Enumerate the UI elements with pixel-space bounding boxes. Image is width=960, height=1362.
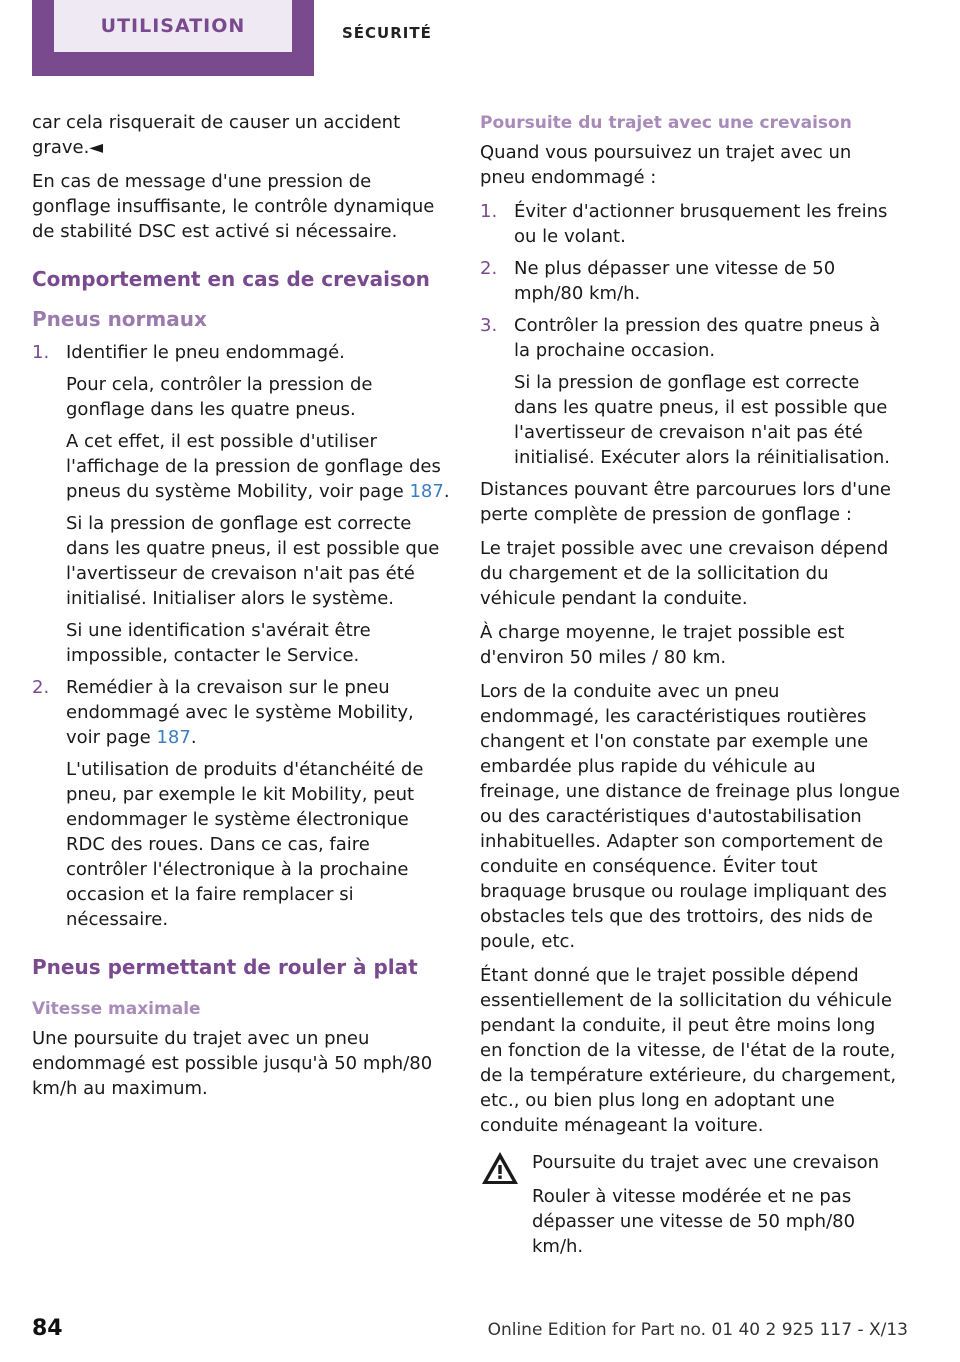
warning-title: Poursuite du trajet avec une crevaison [532, 1152, 880, 1173]
list-text-inline: A cet effet, il est possible d'utiliser l'affichage de la pression de gonflage des pneus du système Mobility, voir page [66, 431, 441, 502]
list-number: 2. [480, 258, 498, 279]
list-text: A cet effet, il est possible d'utiliser l'affichage de la pression de gonflage des pneus du système Mobility, voir page 187. [66, 431, 450, 502]
list-item [480, 199, 900, 249]
page-link[interactable]: 187 [409, 481, 444, 502]
minor-heading: Vitesse maximale [32, 999, 201, 1019]
right-column [480, 110, 900, 1268]
minor-heading: Poursuite du trajet avec une crevaison [480, 113, 852, 133]
numbered-list [32, 340, 452, 932]
section-heading: Comportement en cas de crevaison [32, 267, 430, 291]
paragraph: car cela risquerait de causer un accident grave.◄ [32, 112, 401, 158]
list-text: Si la pression de gonflage est correcte dans les quatre pneus, il est possible que l'avertisseur de crevaison n'ait pas été initialisé. Initialiser alors le système. [66, 513, 440, 609]
paragraph: Distances pouvant être parcourues lors d'une perte complète de pression de gonflage : [480, 479, 891, 525]
section-heading: Pneus permettant de rouler à plat [32, 955, 418, 979]
list-number: 1. [32, 342, 50, 363]
list-text-inline: Remédier à la crevaison sur le pneu endommagé avec le système Mobility, voir page [66, 677, 414, 748]
list-number: 1. [480, 201, 498, 222]
list-number: 2. [32, 677, 50, 698]
warning-box [480, 1150, 900, 1259]
tab-utilisation-label[interactable]: UTILISATION [54, 0, 292, 52]
list-item [32, 675, 452, 932]
edition-footer: Online Edition for Part no. 01 40 2 925 117 - X/13 [487, 1320, 908, 1340]
page-link[interactable]: 187 [156, 727, 191, 748]
list-item [32, 340, 452, 668]
warning-triangle-icon [480, 1150, 520, 1186]
list-text: Éviter d'actionner brusquement les freins ou le volant. [514, 201, 888, 247]
list-text: Contrôler la pression des quatre pneus à la prochaine occasion. [514, 315, 881, 361]
paragraph: Étant donné que le trajet possible dépend essentiellement de la sollicitation du véhicule pendant la conduite, il peut être moins long en fonction de la vitesse, de l'état de la route, de la température extérieure, du chargement, etc., ou bien plus long en adoptant une conduite ménageant la voiture. [480, 965, 897, 1136]
list-text: Ne plus dépasser une vitesse de 50 mph/80 km/h. [514, 258, 836, 304]
paragraph: Quand vous poursuivez un trajet avec un pneu endommagé : [480, 142, 852, 188]
list-text: Si une identification s'avérait être impossible, contacter le Service. [66, 620, 371, 666]
left-column [32, 110, 452, 1110]
list-text: Remédier à la crevaison sur le pneu endommagé avec le système Mobility, voir page 187. [66, 677, 414, 748]
paragraph: À charge moyenne, le trajet possible est d'environ 50 miles / 80 km. [480, 622, 845, 668]
list-text: Pour cela, contrôler la pression de gonflage dans les quatre pneus. [66, 374, 373, 420]
header-tabs [0, 0, 960, 80]
list-item [480, 313, 900, 470]
list-item [480, 256, 900, 306]
paragraph: En cas de message d'une pression de gonflage insuffisante, le contrôle dynamique de stabilité DSC est activé si nécessaire. [32, 171, 435, 242]
page-number: 84 [32, 1316, 63, 1341]
subsection-heading: Pneus normaux [32, 307, 207, 331]
paragraph: Le trajet possible avec une crevaison dépend du chargement et de la sollicitation du véhicule pendant la conduite. [480, 538, 889, 609]
list-text: L'utilisation de produits d'étanchéité de pneu, par exemple le kit Mobility, peut endommager le système électronique RDC des roues. Dans ce cas, faire contrôler l'électronique à la prochaine occasion et la faire remplacer si nécessaire. [66, 759, 424, 930]
numbered-list [480, 199, 900, 470]
list-text: Identifier le pneu endommagé. [66, 342, 345, 363]
list-number: 3. [480, 315, 498, 336]
tab-securite[interactable]: SÉCURITÉ [342, 24, 432, 42]
paragraph: Lors de la conduite avec un pneu endommagé, les caractéristiques routières changent et l'on constate par exemple une embardée plus rapide du véhicule au freinage, une distance de freinage plus longue ou des caractéristiques d'autostabilisation inhabituelles. Adapter son comportement de conduite en conséquence. Éviter tout braquage brusque ou roulage impliquant des obstacles tels que des trottoirs, des nids de poule, etc. [480, 681, 900, 952]
list-text: Si la pression de gonflage est correcte dans les quatre pneus, il est possible que l'avertisseur de crevaison n'ait pas été initialisé. Exécuter alors la réinitialisation. [514, 372, 890, 468]
paragraph: Une poursuite du trajet avec un pneu endommagé est possible jusqu'à 50 mph/80 km/h au maximum. [32, 1028, 433, 1099]
warning-text: Rouler à vitesse modérée et ne pas dépasser une vitesse de 50 mph/80 km/h. [532, 1186, 856, 1257]
